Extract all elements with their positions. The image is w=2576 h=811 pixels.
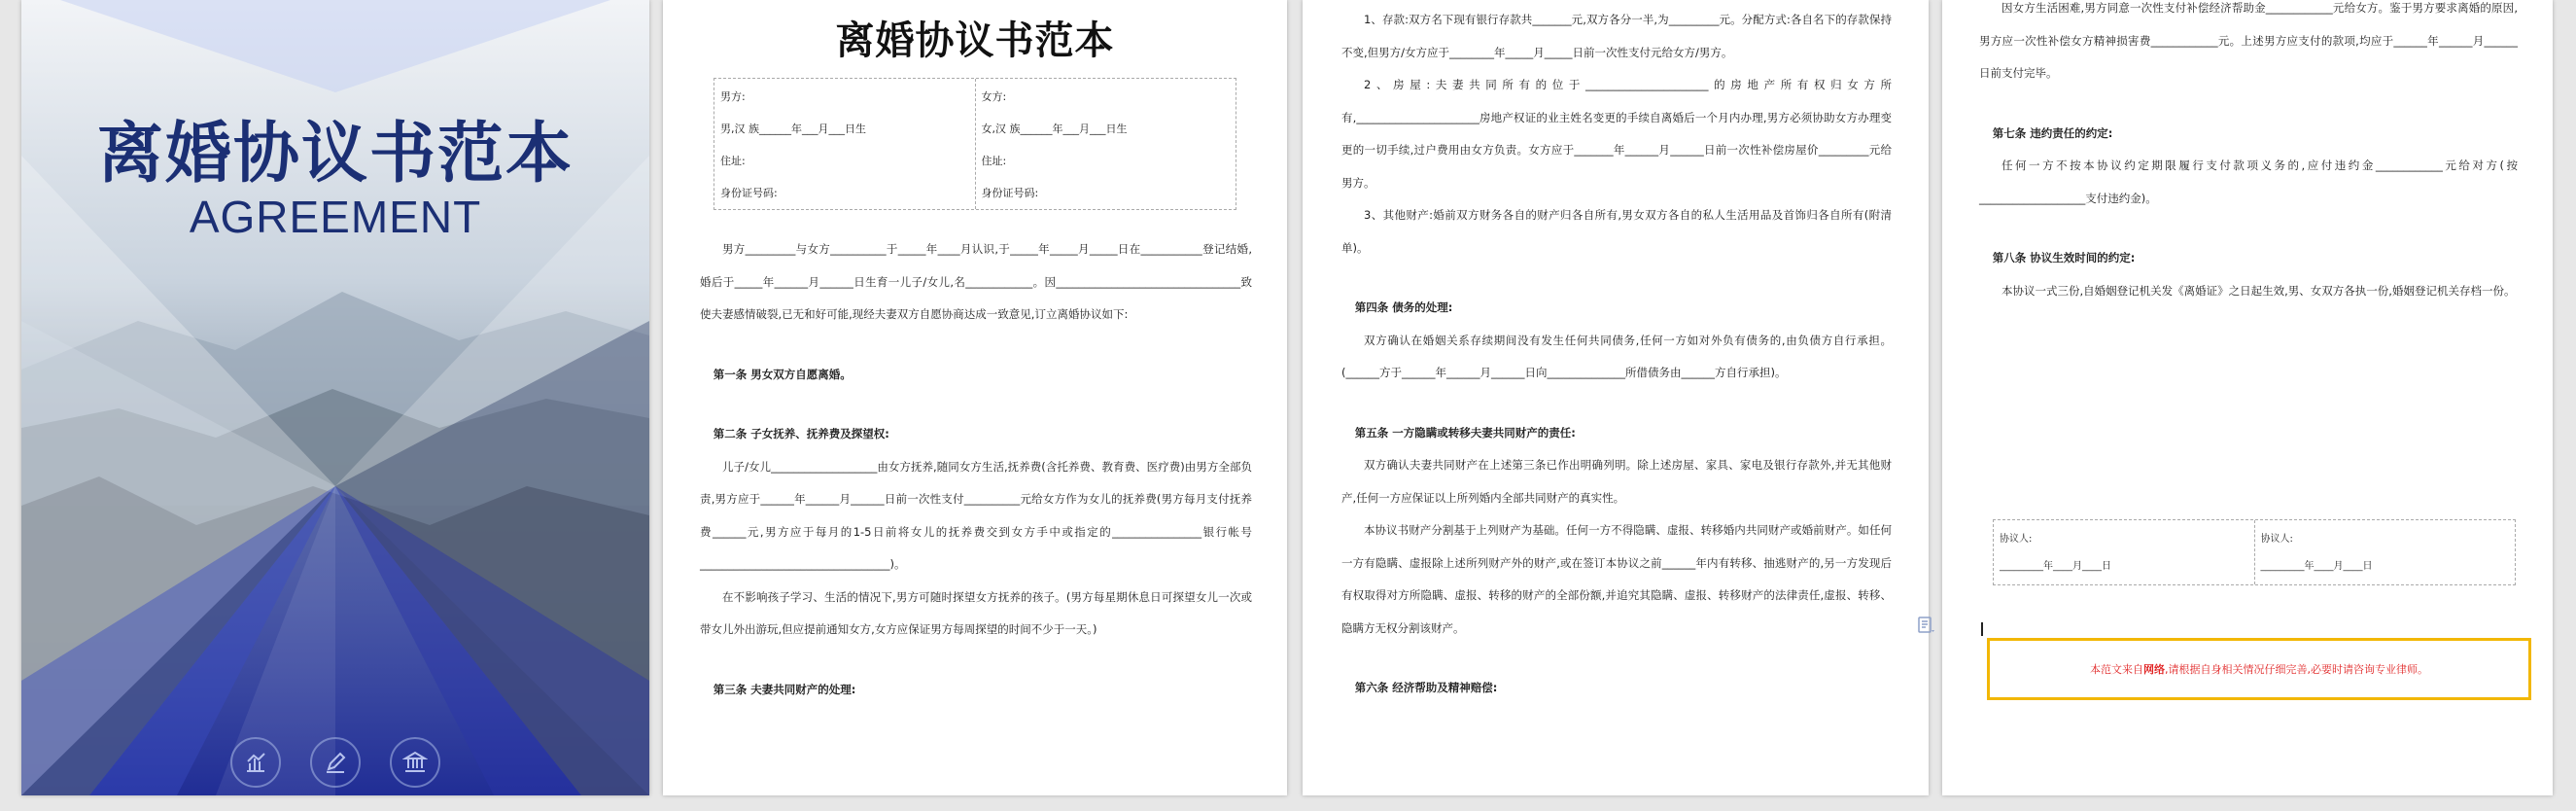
article-1-heading[interactable]: 第一条 男女双方自愿离婚。 — [713, 367, 852, 381]
signer-1 — [1994, 520, 2254, 584]
document-page-2 — [1303, 0, 1929, 795]
disclaimer-box[interactable] — [1987, 638, 2531, 700]
man-address[interactable]: 住址: — [720, 155, 746, 167]
document-body-3 — [1979, 0, 2518, 307]
pen-icon — [310, 737, 361, 788]
cover-subtitle: AGREEMENT — [189, 192, 482, 242]
cover-page — [21, 0, 649, 795]
article-5-heading[interactable]: 第五条 一方隐瞒或转移夫妻共同财产的责任: — [1354, 425, 1576, 440]
disclaimer-brand: 网络 — [2143, 663, 2165, 676]
article-4-heading[interactable]: 第四条 债务的处理: — [1354, 300, 1453, 314]
article-2-heading[interactable]: 第二条 子女抚养、抚养费及探望权: — [713, 427, 889, 441]
signer-2-date[interactable]: _________年____月____日 — [2260, 561, 2373, 572]
signer-1-label[interactable]: 协议人: — [2000, 534, 2033, 545]
article-2-paragraph-2[interactable]: 在不影响孩子学习、生活的情况下,男方可随时探望女方抚养的孩子。(男方每星期休息日可探望女儿一次或带女儿外出游玩,但应提前通知女方,女方应保证男方每周探望的时间不少于一天。) — [700, 589, 1252, 636]
document-page-3 — [1942, 0, 2553, 795]
cover-icon-row — [21, 737, 649, 788]
document-body-1 — [700, 233, 1252, 706]
man-label[interactable]: 男方: — [720, 90, 746, 103]
signature-table — [1993, 519, 2516, 585]
chart-icon — [230, 737, 281, 788]
man-id[interactable]: 身份证号码: — [720, 187, 778, 199]
bank-icon — [390, 737, 440, 788]
woman-birth-line[interactable]: 女,汉 族______年___月___日生 — [981, 123, 1128, 135]
article-7-paragraph[interactable]: 任何一方不按本协议约定期限履行支付款项义务的,应付违约金____________元给对方(按___________________支付违约金)。 — [1979, 159, 2518, 205]
intro-paragraph[interactable]: 男方_________与女方__________于_____年____月认识,于_____年_____月_____日在___________登记结婚,婚后于_____年______月______日生育一儿子/女儿,名____________。因_________________________________致使夫妻感情破裂,已无和好可能,现经夫妻双方自愿协商达成一致意见,订立离婚协议如下: — [700, 242, 1252, 321]
article-6-heading[interactable]: 第六条 经济帮助及精神赔偿: — [1354, 681, 1498, 694]
woman-address[interactable]: 住址: — [981, 155, 1007, 167]
woman-label[interactable]: 女方: — [981, 90, 1007, 103]
article-5-paragraph-1[interactable]: 双方确认夫妻共同财产在上述第三条已作出明确列明。除上述房屋、家具、家电及银行存款外,并无其他财产,任何一方应保证以上所列婚内全部共同财产的真实性。 — [1341, 458, 1892, 505]
document-page-1 — [663, 0, 1287, 795]
disclaimer-prefix: 本范文来自 — [2090, 663, 2143, 676]
article-2-paragraph-1[interactable]: 儿子/女儿___________________由女方抚养,随同女方生活,抚养费(含托养费、教育费、医疗费)由男方全部负责,男方应于______年______月______日前一次性支付__________元给女方作为女儿的抚养费(男方每月支付抚养费______元,男方应于每月的1-5日前将女儿的抚养费交到女方手中或指定的________________银行帐号__________________________________)。 — [700, 459, 1252, 571]
deposit-paragraph[interactable]: 1、存款:双方名下现有银行存款共_______元,双方各分一半,为_________元。分配方式:各自名下的存款保持不变,但男方/女方应于________年_____月_____日前一次性支付元给女方/男方。 — [1341, 13, 1892, 59]
man-info — [714, 79, 975, 209]
disclaimer-suffix: ,请根据自身相关情况仔细完善,必要时请咨询专业律师。 — [2165, 663, 2428, 676]
party-info-table — [714, 78, 1236, 210]
man-birth-line[interactable]: 男,汉 族______年___月___日生 — [720, 123, 866, 135]
comment-icon[interactable] — [1915, 615, 1936, 636]
cover-title: 离婚协议书范本 — [96, 116, 574, 193]
woman-id[interactable]: 身份证号码: — [981, 187, 1039, 199]
signer-2 — [2254, 520, 2516, 584]
article-8-paragraph[interactable]: 本协议一式三份,自婚姻登记机关发《离婚证》之日起生效,男、女双方各执一份,婚姻登记机关存档一份。 — [2002, 283, 2516, 298]
article-8-heading[interactable]: 第八条 协议生效时间的约定: — [1992, 251, 2136, 264]
text-cursor — [1981, 622, 1983, 636]
other-property-paragraph[interactable]: 3、其他财产:婚前双方财务各自的财产归各自所有,男女双方各自的私人生活用品及首饰归各自所有(附清单)。 — [1341, 208, 1892, 255]
article-7-heading[interactable]: 第七条 违约责任的约定: — [1992, 125, 2113, 140]
article-5-paragraph-2[interactable]: 本协议书财产分割基于上列财产为基础。任何一方不得隐瞒、虚报、转移婚内共同财产或婚前财产。如任何一方有隐瞒、虚报除上述所列财产外的财产,或在签订本协议之前______年内有转移、抽逃财产的,另一方发现后有权取得对方所隐瞒、虚报、转移的财产的全部份额,并追究其隐瞒、虚报、转移财产的法律责任,虚报、转移、隐瞒方无权分割该财产。 — [1341, 523, 1892, 635]
woman-info — [975, 79, 1236, 209]
document-body-2 — [1341, 4, 1892, 705]
house-paragraph[interactable]: 2、房屋:夫妻共同所有的位于______________________的房地产所有权归女方所有,______________________房地产权证的业主姓名变更的手续自离婚后一个月内办理,男方必须协助女方办理变更的一切手续,过户费用由女方负责。女方应于_______年______月______日前一次性补偿房屋价_________元给男方。 — [1341, 78, 1892, 190]
signer-2-label[interactable]: 协议人: — [2260, 534, 2293, 545]
signer-1-date[interactable]: _________年____月____日 — [2000, 561, 2111, 572]
compensation-paragraph[interactable]: 因女方生活困难,男方同意一次性支付补偿经济帮助金____________元给女方。鉴于男方要求离婚的原因,男方应一次性补偿女方精神损害费____________元。上述男方应支付的款项,均应于______年______月______日前支付完毕。 — [1979, 1, 2518, 80]
article-4-paragraph[interactable]: 双方确认在婚姻关系存续期间没有发生任何共同债务,任何一方如对外负有债务的,由负债方自行承担。(______方于______年______月______日向______________所借债务由______方自行承担)。 — [1341, 333, 1892, 379]
document-title: 离婚协议书范本 — [835, 18, 1115, 63]
article-3-heading[interactable]: 第三条 夫妻共同财产的处理: — [713, 682, 856, 696]
